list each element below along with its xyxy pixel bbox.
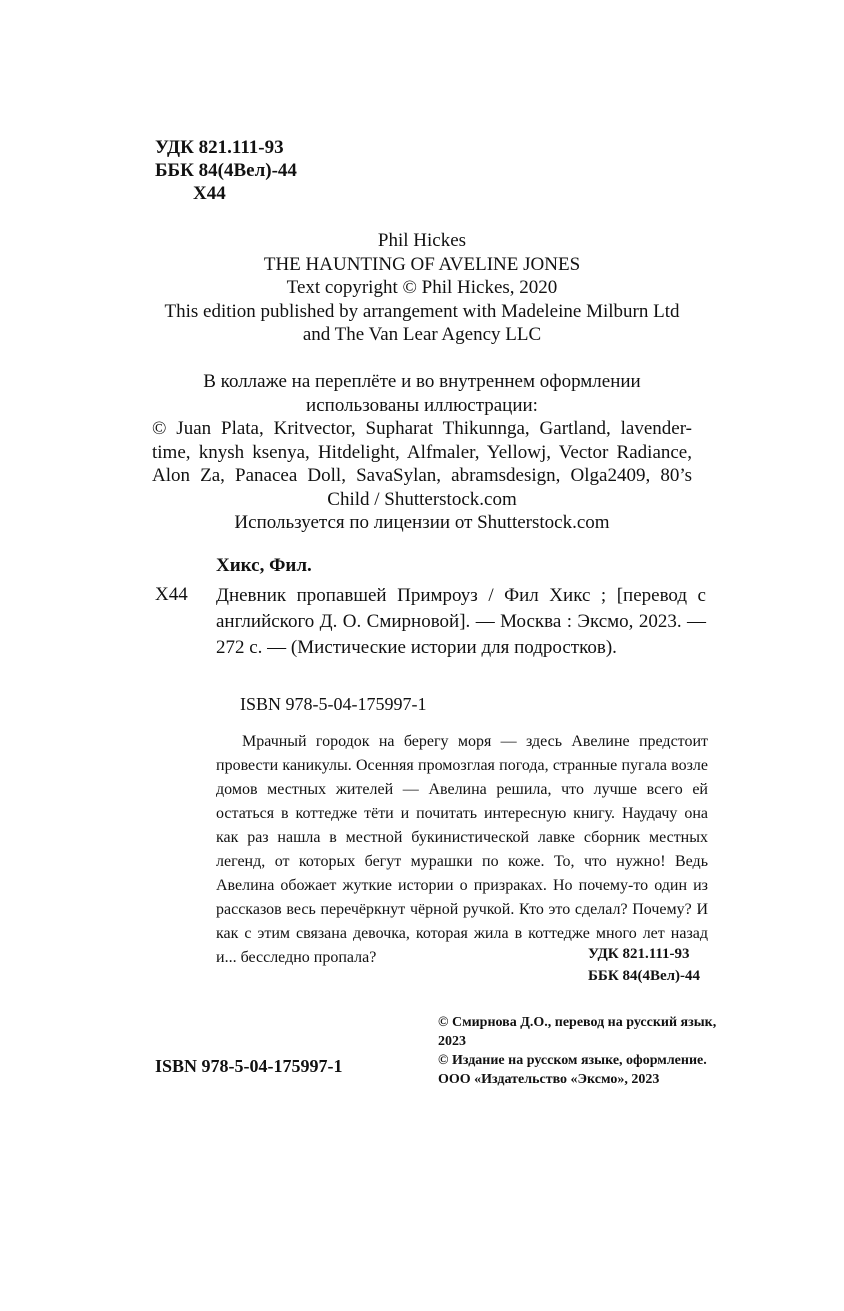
isbn-bottom: ISBN 978-5-04-175997-1	[155, 1056, 343, 1076]
isbn-middle: ISBN 978-5-04-175997-1	[240, 694, 427, 714]
illustrations-credits: © Juan Plata, Kritvector, Supharat Thikunnga, Gartland, lavender-time, knysh ksenya, Hitdelight, Alfmaler, Yellowj, Vector Radiance, Alon Za, Panacea Doll, SavaSylan, abramsdesign, Olga2409, 80’s Child / Shutterstock.com	[152, 418, 692, 510]
author-heading: Хикс, Фил.	[216, 555, 312, 576]
classification-codes-right	[588, 943, 700, 987]
bbk-code-right: ББК 84(4Вел)-44	[588, 968, 701, 984]
original-title: THE HAUNTING OF AVELINE JONES	[263, 253, 581, 275]
annotation-text: Мрачный городок на берегу моря — здесь Авелине предстоит провести каникулы. Осенняя промозглая погода, странные пугала возле домов местных жителей — Авелина решила, что лучше всего ей остаться в коттедже тёти и почитать интересную книгу. Наудачу она как раз нашла в местной букинистической лавке сборник местных легенд, от которых бегут мурашки по коже. То, что нужно! Ведь Авелина обожает жуткие истории о призраках. Но почему-то один из рассказов весь перечёркнут чёрной ручкой. Кто это сделал? Почему? И как с этим связана девочка, которая жила в коттедже много лет назад и... бесследно пропала?	[216, 733, 708, 966]
bibliographic-description: Дневник пропавшей Примроуз / Фил Хикс ; [перевод с английского Д. О. Смирновой]. — Москва : Эксмо, 2023. — 272 с. — (Мистические истории для подростков).	[216, 585, 706, 658]
original-author: Phil Hickes	[377, 230, 467, 251]
biblio-code: Х44	[155, 584, 188, 605]
license-line: Используется по лицензии от Shutterstock.com	[234, 512, 610, 533]
classification-codes	[155, 136, 297, 205]
illustrations-line-1: В коллаже на переплёте и во внутреннем оформлении	[203, 371, 641, 392]
author-mark: Х44	[193, 183, 226, 204]
translation-copyright: © Смирнова Д.О., перевод на русский язык, 2023	[438, 1015, 717, 1049]
original-copyright: Text copyright © Phil Hickes, 2020	[286, 277, 558, 298]
edition-copyright: © Издание на русском языке, оформление. ООО «Издательство «Эксмо», 2023	[438, 1053, 707, 1087]
illustration-credits	[0, 370, 844, 535]
edition-line-2: and The Van Lear Agency LLC	[302, 324, 542, 345]
udk-code-right: УДК 821.111-93	[588, 946, 690, 962]
bbk-code: ББК 84(4Вел)-44	[155, 160, 297, 181]
edition-line-1: This edition published by arrangement with Madeleine Milburn Ltd	[164, 300, 680, 322]
original-edition-info	[0, 229, 844, 347]
annotation	[216, 730, 708, 970]
copyright-notices	[438, 1013, 728, 1089]
udk-code: УДК 821.111-93	[155, 137, 284, 158]
illustrations-line-2: использованы иллюстрации:	[306, 394, 538, 416]
